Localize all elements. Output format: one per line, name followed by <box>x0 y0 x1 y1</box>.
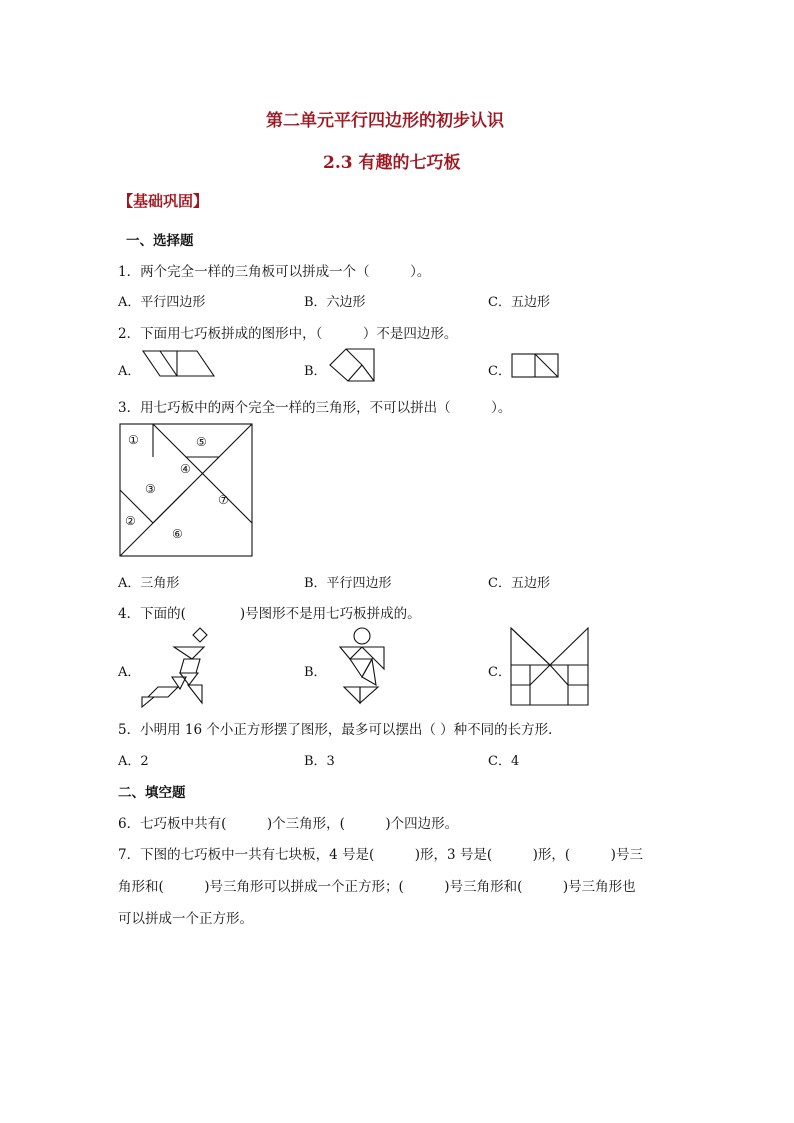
tangram-label-3: ③ <box>145 482 156 496</box>
q5-option-b[interactable]: B．3 <box>304 754 335 769</box>
q4-text: 4．下面的( )号图形不是用七巧板拼成的。 <box>118 606 421 622</box>
q1-text: 1．两个完全一样的三角板可以拼成一个（ ）。 <box>118 264 431 280</box>
tangram-label-1: ① <box>128 433 139 447</box>
q2-figure-b <box>326 347 378 385</box>
q3-text: 3．用七巧板中的两个完全一样的三角形，不可以拼出（ ）。 <box>118 400 512 416</box>
q7-text-line1: 7．下图的七巧板中一共有七块板，4 号是( )形，3 号是( )形，( )号三 <box>118 847 643 863</box>
q1-option-b[interactable]: B．六边形 <box>304 295 366 310</box>
q4-figure-c-m-shape <box>508 625 594 709</box>
q2-figure-a <box>140 349 220 379</box>
q6-text: 6．七巧板中共有( )个三角形，( )个四边形。 <box>118 816 459 832</box>
tangram-label-7: ⑦ <box>218 493 229 507</box>
section-basic-label: 【基础巩固】 <box>118 192 209 210</box>
q2-figure-c <box>510 352 562 380</box>
q3-option-a[interactable]: A．三角形 <box>118 576 180 591</box>
q3-tangram-figure <box>118 422 258 562</box>
part1-heading: 一、选择题 <box>126 233 194 249</box>
q4-figure-a-runner <box>140 625 220 709</box>
q7-text-line2: 角形和( )号三角形可以拼成一个正方形；( )号三角形和( )号三角形也 <box>118 879 636 895</box>
q4-option-a[interactable]: A． <box>118 665 141 680</box>
tangram-label-6: ⑥ <box>172 527 183 541</box>
q5-option-c[interactable]: C．4 <box>488 754 520 769</box>
part2-heading: 二、填空题 <box>118 785 186 801</box>
q2-option-c[interactable]: C． <box>488 364 511 379</box>
q3-option-c[interactable]: C．五边形 <box>488 576 550 591</box>
q5-option-a[interactable]: A．2 <box>118 754 149 769</box>
q1-option-a[interactable]: A．平行四边形 <box>118 295 206 310</box>
page-subtitle: 2.3 有趣的七巧板 <box>323 153 461 173</box>
q2-option-a[interactable]: A． <box>118 364 141 379</box>
q5-text: 5．小明用 16 个小正方形摆了图形，最多可以摆出（ ）种不同的长方形． <box>118 722 562 738</box>
q2-text: 2．下面用七巧板拼成的图形中，（ ）不是四边形。 <box>118 326 458 342</box>
q4-figure-b-figure <box>326 625 396 709</box>
q3-option-b[interactable]: B．平行四边形 <box>304 576 392 591</box>
q2-option-b[interactable]: B． <box>304 364 327 379</box>
q7-text-line3: 可以拼成一个正方形。 <box>118 911 253 927</box>
page-title: 第二单元平行四边形的初步认识 <box>266 111 504 131</box>
tangram-label-4: ④ <box>180 462 191 476</box>
q1-option-c[interactable]: C．五边形 <box>488 295 550 310</box>
q4-option-c[interactable]: C． <box>488 665 511 680</box>
q4-option-b[interactable]: B． <box>304 665 327 680</box>
tangram-label-5: ⑤ <box>196 435 207 449</box>
tangram-label-2: ② <box>125 514 136 528</box>
